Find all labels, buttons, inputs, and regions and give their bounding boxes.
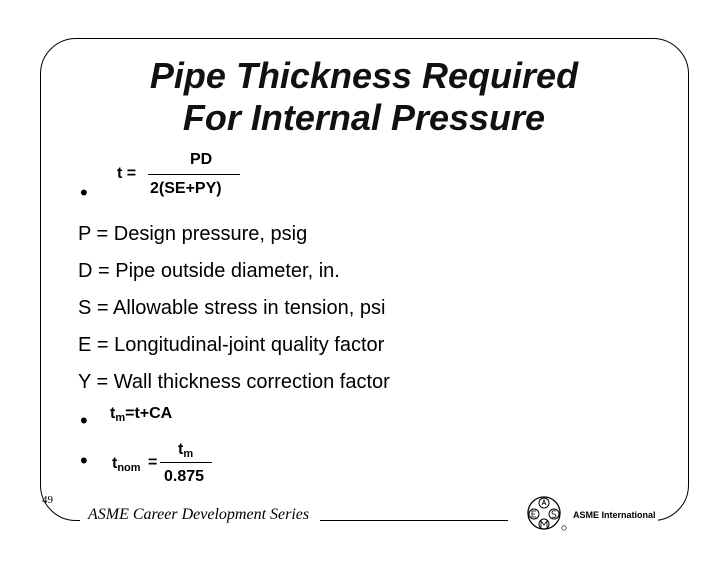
- formula1-denominator: 2(SE+PY): [150, 180, 222, 197]
- formula2-t: t: [110, 405, 116, 422]
- definition-e: E = Longitudinal-joint quality factor: [78, 334, 385, 356]
- title-line-1: Pipe Thickness Required: [149, 55, 579, 96]
- formula2: [110, 405, 172, 427]
- formula3-num-t: t: [178, 441, 184, 458]
- definition-d: D = Pipe outside diameter, in.: [78, 260, 340, 282]
- formula1-fraction-bar: [148, 174, 240, 175]
- title-line-2: For Internal Pressure: [182, 97, 546, 138]
- formula3-t: t: [112, 455, 118, 472]
- slide-title: [0, 55, 728, 139]
- definition-y: Y = Wall thickness correction factor: [78, 371, 390, 393]
- formula2-rhs: =t+CA: [125, 405, 173, 422]
- org-name: ASME International: [573, 510, 656, 520]
- formula3-denominator: 0.875: [164, 468, 205, 485]
- formula3-lhs: [112, 455, 141, 477]
- formula3-numerator: [178, 441, 193, 463]
- formula2-sub: m: [115, 412, 126, 424]
- definition-p: P = Design pressure, psig: [78, 223, 308, 245]
- formula3-eq: =: [148, 454, 158, 471]
- formula3-fraction-bar: [160, 462, 212, 463]
- bullet-2: •: [80, 408, 88, 433]
- bullet-3: •: [80, 448, 88, 473]
- page-number: 49: [42, 494, 53, 506]
- series-title: ASME Career Development Series: [88, 506, 310, 523]
- asme-logo-icon: [515, 494, 573, 532]
- definition-s: S = Allowable stress in tension, psi: [78, 297, 386, 319]
- bullet-1: •: [80, 180, 88, 205]
- formula3-sub: nom: [117, 462, 141, 474]
- formula1-lhs: t =: [117, 165, 137, 182]
- formula3-num-sub: m: [183, 448, 194, 460]
- formula1-numerator: PD: [190, 151, 213, 168]
